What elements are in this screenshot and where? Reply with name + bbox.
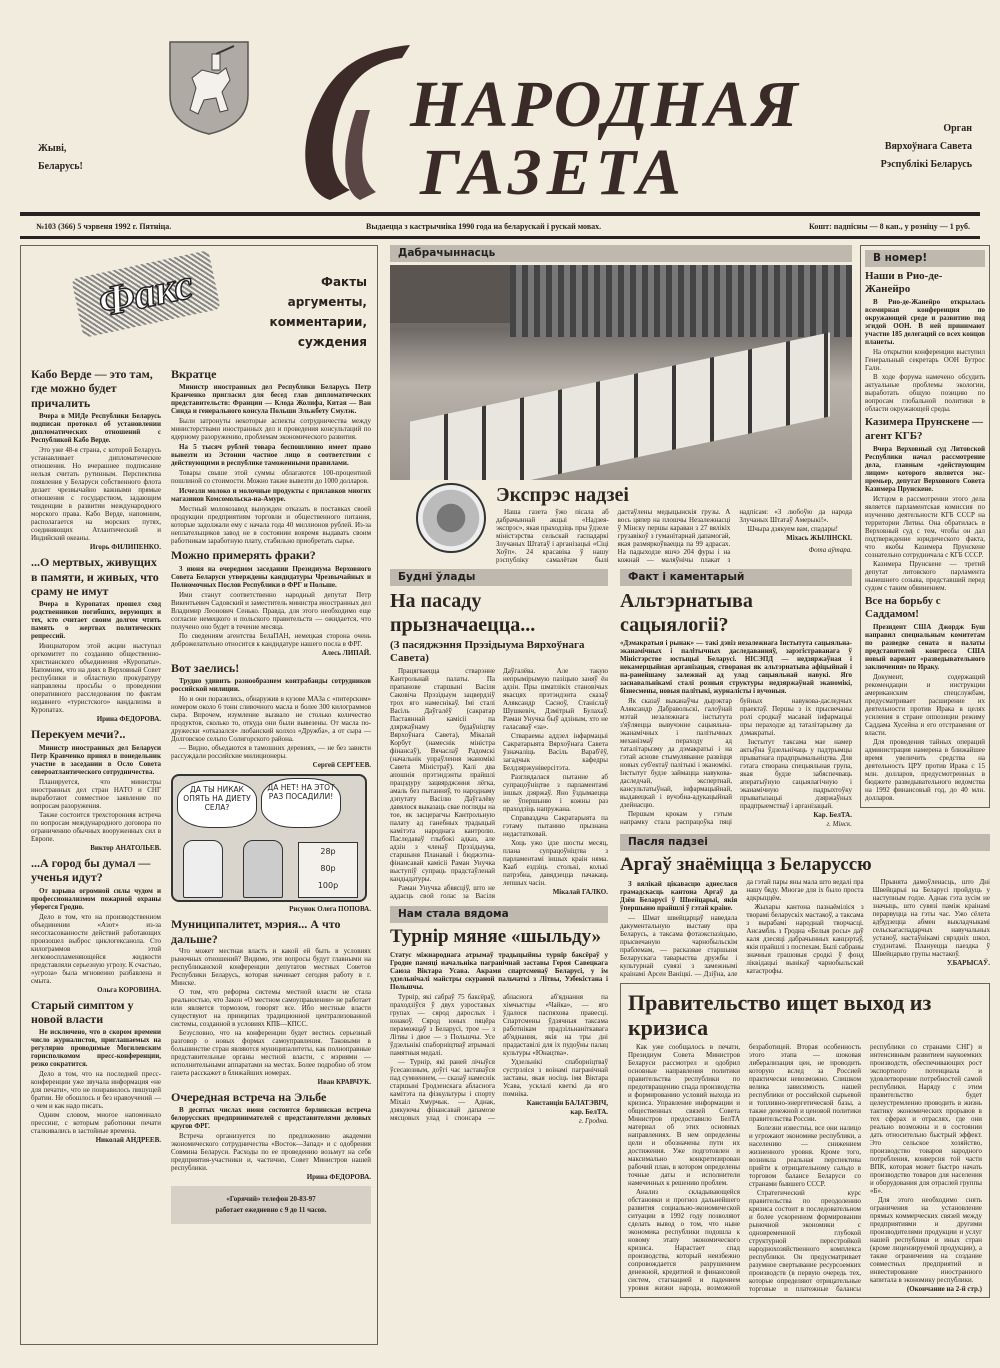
brief-text: Товары свыше этой суммы облагаются 100-процентной пошлиной со стоимости. Можно также вывезти до 1000 долларов. — [171, 469, 371, 486]
article-paragraph: Для проведения тайных операций администрация намерена в ближайшее время увеличить средства на деятельность ЦРУ против Ирака с 15 млн. долларов, предусмотренных в бюджете разведывательного ведомства на 1992 финансовый год, до 40 млн. долларов. — [865, 738, 985, 803]
sociology-lead: «Дэмакратыя і рынак» — такі дэвіз незалежнага Інстытута сацыяльна-эканамічных і палітычных даследаванняў, зарэгістраванага ў Міністэрстве юстыцыі Беларусі. НІСЭПД — недзяржаўная і некамерцыйная арганізацыя, створаная як альтэрнатыва афіцыйнай і па-ранейшаму залежнай ад улад сацыяльнай навукі. Яго заснавальнікамі сталі розныя структуры недзяржаўнай эканомікі, бізнесмены, новыя палітыкі, журналісты і вучоныя. — [620, 639, 852, 695]
article-paragraph: Казимера Прунскене — третий депутат литовского парламента нынешнего созыва, представший перед судом с таким обвинением. — [865, 559, 985, 592]
article-paragraph: Безусловно, что на конференции будет вестись серьезный разговор о новых формах самоуправления. Таковыми в большинстве стран являются муниципалитеты, как полноправные представительные органы местной власти, с мэриями — исполнительными аппаратами на местах. Более подробно об этом газета расскажет в ближайших номерах. — [171, 1028, 371, 1077]
article-lead: От взрыва огромной силы чудом и профессионализмом пожарной охраны уберегся Гродно. — [31, 886, 161, 911]
hotline-box: «Горячий» телефон 20-83-97 работает ежедневно с 9 до 11 часов. — [171, 1186, 371, 1224]
government-title: Правительство ищет выход из кризиса — [628, 989, 932, 1041]
power-kicker: Будні ўлады — [390, 569, 608, 586]
in-issue-section — [860, 245, 990, 808]
article-lead: Президент США Джордж Буш направил специальным комитетам по разведке сената и палаты представителей конгресса США новый вариант «разведывательного заключения» по Ираку. — [865, 623, 985, 672]
article-paragraph: Одним словом, многое напоминало прессинг, с которым работники печати сталкивались в застойные времена. — [31, 1111, 161, 1136]
main-grid — [390, 245, 990, 1298]
price-shelf: 28р 80р 100р — [298, 842, 358, 898]
article-title: ...А город бы думал — ученья идут? — [31, 855, 151, 885]
article-byline: Иван КРАВЧУК. — [317, 1077, 371, 1086]
article-title: Старый симптом у новой власти — [31, 997, 134, 1026]
article-paragraph: О том, что реформа системы местной власти не стала реальностью, что Закон «О местном самоуправлении» не работает или является тормозом, говорят все. Ибо местные власти существуют на принципах традиционной централизованной системы, созданной в условиях КПБ—КПСС. — [171, 987, 371, 1028]
cartoon-credit: Рисунок Олега ПОПОВА. — [289, 905, 371, 914]
article — [171, 917, 371, 1087]
article-paragraph: Дело в том, что на последней пресс-конференции уже звучала информация «не для печати», что не понравилось пишущей братии. Не обошлось и без нравоучений — о чем и как надо писать. — [31, 1070, 161, 1111]
article-lead: Трудно удивить разнообразием контрабанды сотрудников российской милиции. — [171, 677, 371, 694]
masthead-title-line2: ГАЗЕТА — [420, 136, 686, 209]
article-paragraph: Ими станут соответственно народный депутат Петр Викентьевич Садовский и заместитель министра иностранных дел Владимир Леонович Сенько. Правда, для этого необходимо еще согласие немецкого и польского правительств — ожидается, что получено оно будет в течение месяца. — [171, 590, 371, 631]
article-paragraph: Першым крокам у гэтым напрамку стала распрацоўка пяці буйных навукова-даследчых праектаў. Першы з іх прысвечаны ролі сродкаў масавай інфармацыі пры пераходзе ад таталітарызму да дэмакратыі. — [620, 697, 852, 826]
pahonia-coat-of-arms-icon — [168, 40, 250, 136]
article-paragraph: Но и они поразились, обнаружив в кузове МАЗа с «питерским» номером около 6 тонн сливочного масла и более 300 килограммов сыра. Впрочем, изумление вызвало не столько количество продуктов, сколько то, откуда они были вывезены. От масла по-дружески «отказался» любанский колхоз «Дружба», а от сыра — Долговское сельпо Солигорского района. — [171, 695, 371, 744]
article-title: Вкратце — [171, 367, 217, 381]
article-paragraph: Раман Унучка абвясціў, што не аддасць свой голас за Васіля Даўгалёва. Але такую непрымірымую пазіцыю заняў ён адзін. Пры шматлікіх становічых якасцях прэтэндэнта сказаў Аляксандр Сасноў, Станіслаў Шушкевіч, Дзмітрый Булахаў. Раман Унучка быў адзіным, хто не галасаваў «за». — [390, 667, 608, 901]
woman-figure — [183, 840, 223, 898]
article-title: Можно примерять фраки? — [171, 548, 316, 563]
article-paragraph: Встреча организуется по предложению академии экономического сотрудничества «Восток—Запад» и с одобрения Совмина Беларуси. Расходы по ее проведению возьмут на себя предприятия-участники и, частично, Совет Министров нашей республики. — [171, 1132, 371, 1173]
article-paragraph: Это уже 48-я страна, с которой Беларусь устанавливает дипломатические отношения. Но вчерашнее подписание нельзя считать рутинным. Перспектива появления у Беларуси собственного флота делает чрезвычайно важными прямые отношения с государством, задающим тенденции в развитии международного морского права. Кабо Верде, напомним, располагается на морских путях, соединяющих Атлантический и Индийский океаны. — [31, 446, 161, 543]
article-byline: Игорь ФИЛИПЕНКО. — [89, 543, 161, 552]
power-article — [390, 569, 608, 900]
article-paragraph: — Видно, объедаются в тамошних деревнях, — не без зависти рассуждали российские милиционеры. — [171, 744, 371, 761]
issue-number: №103 (366) 5 чэрвеня 1992 г. Пятніца. — [36, 222, 172, 231]
article-paragraph: Інстытут таксама мае намер актыўна ўдзельнічаць у падтрымцы прыватнага прадпрымальніцтва. Для гэтага створана спецыяльная група, якая будзе забяспечваць аператыўную сацыялагічную і эканамічную падрыхтоўку прыватызацыі дзяржаўных прадпрыемстваў і арганізацый. — [740, 738, 852, 810]
building — [390, 265, 510, 323]
brief-text: Были затронуты некоторые аспекты сотрудничества между министерствами иностранных дел и проведения консультаций по ядерному разоружению, проблемам экономического развития. — [171, 417, 371, 442]
article-lead: Не исключено, что в скором времени число журналистов, приглашаемых на регулярно проводимые Могилевским горисполкомом пресс-конференции, резко сократится. — [31, 1028, 161, 1069]
article-lead: Министр иностранных дел Беларуси Петр Кравченко принял в понедельник участие в заседании в Осло Совета североатлантического сотрудничества. — [31, 743, 161, 776]
fax-logo: Факс — [71, 250, 220, 338]
brief-lead: На 5 тысяч рублей товара беспошлинно имеет право вывезти из Эстонии частное лицо в соответствии с действующими в республике таможенными правилами. — [171, 443, 371, 468]
power-body — [390, 667, 608, 900]
cartoon-illustration: ДА ТЫ НИКАК ОПЯТЬ НА ДИЕТУ СЕЛА? ДА НЕТ! НА ЭТОТ РАЗ ПОСАДИЛИ! 28р 80р 100р — [171, 774, 367, 902]
article-byline: Сергей СЕРГЕЕВ. — [312, 761, 371, 770]
trucks-photo — [390, 265, 852, 480]
fax-tagline: Факты аргументы, комментарии, суждения — [269, 275, 367, 349]
sociology-title: Альтэрнатыва сацыялогіі? — [620, 590, 753, 636]
fax-lower-column — [171, 917, 371, 1182]
article-title: Перекуем мечи?.. — [31, 727, 126, 742]
article-byline: Мікалай ГАЛКО. — [552, 888, 608, 897]
article — [171, 548, 371, 657]
article — [865, 595, 985, 802]
article-paragraph: Працягваецца стварэнне Кантрольнай палаты. Па прапанове старшыні Васіля Саковіча Прэзідыум зацвердзіў трох яго намеснікаў. Імі сталі Васіль Даўгалёў (сакратар Пастаяннай камісіі па дзяржаўнаму будаўніцтву Вярхоўнага Савета), Мікалай Корбут (намеснік міністра фінансаў), Вячаслаў Радомскі (начальнік упраўлення эканомікі Савета Міністраў). Калі два апошнія прэтэндэнты прайшлі працэдуру зацвярджэння лёгка, амаль без пытанняў, то народнаму дэпутату Васілю Даўгалёву давялося выказаць свае погляды на тое, як засцерагчы Кантрольную палату ад ганебных традыцый камітэта народнага кантролю. Паследаваў глыбокі адказ, але адзін з членаў Прэзідыума, старшыня Планавай і бюджэтна-фінансавай камісіі Раман Унучка выступіў супраць прадстаўленай кандыдатуры. — [390, 667, 495, 884]
government-article: Правительство ищет выход из кризиса Как уже сообщалось в печати, Президиум Совета Министров Беларуси рассмотрел и одобрил основные направления политики правительства республики по предотвращению спада производства и формированию условий выхода из кризиса. Управление информации и общественных связей Совета Министров предоставило БелТА материал об этих основных направлениях. В нем определены цели и обозначены пути их достижения. Уже подготовлен и максимально конкретизирован рабочий план, в котором определены точные даты и исполнители намеченных к решению проблем. Анализ складывающейся обстановки и прогноз дальнейшего развития социально-экономической ситуации в 1992 году позволяют сделать вывод о том, что ныне экономика республики подошла к новому этапу экономического кризиса. Нарастает спад производства, который неизбежно сопровождается разрушением денежной, кредитной и финансовой систем, стагнацией и падением уровня жизни народа, возможной безработицей. Вторая особенность этого этапа — шоковая либерализация цен, не проводить которую вслед за Россией практически невозможно. Слишком велика зависимость нашей республики от российской сырьевой и топливно-энергетической базы, а также денежной и ценовой политики правительства России. Болезни известны, все они налицо и угрожают экономике республики, а населению — снижением жизненного уровня. Кроме того, возникла реальная перспектива прийти к отрицательному сальдо в торговом балансе Беларуси со странами бывшего СССР. Стратегический курс правительства по преодолению кризиса состоит в последовательном и более ускоренном формировании рыночной экономики с одновременной глубокой структурной перестройкой народнохозяйственного комплекса республики. Он предусматривает разумное свертывание ресурсоемких производств (в первую очередь тех, которые определяют отрицательные торговые и платежные балансы республики со странами СНГ) и интенсивным развитием наукоемких производств, обеспечивающих рост экспортного потенциала и удовлетворение потребностей самой республики. Наряду с этим правительство будет целеустремленно проводить в жизнь тактику экономических прорывов в тех сферах и отраслях, где они реально возможны и в состоянии дать относительно быстрый эффект. Это сельское хозяйство, производство товаров народного потребления, конверсия той части ВПК, которая может быстро начать производство товаров для населения и оборудования для отраслей группы «Б». Для этого необходимо снять ограничения на установление прямых коммерческих связей между предприятиями и другими производителями продукции и услуг нашей республики и иных стран (кроме лицензируемой продукции), а также ограничения на создание совместных предприятий и инвестирование иностранного капитала в экономику республики. (Окончание на 2-й стр.) — [620, 983, 990, 1299]
article-byline: Виктор АНАТОЛЬЕВ. — [90, 843, 161, 852]
charity-article: Экспрэс надзеі Наша газета ўжо пісала аб дабрачыннай акцыі «Надзея-экспрэс», якая праходзіць пры ўдзеле міністэрства сельскай гаспадаркі Злучаных Штатаў і арганізацыі «Сіці Хоўп». 24 красавіка ў нашу рэспубліку самалётам былі дастаўлены медыцынскія грузы. А вось цяпер на плошчы Незалежнасці ў Мінску першы караван з 27 вялікіх грузавікоў з гуманітарнай дапамогай, якая размяркоўваецца па 99 адрасах. На падыходзе яшчэ 204 фуры і на кожнай — маляўнічы плакат з надпісам: «З любоўю да народа Злучаных Штатаў Амерыкі!». Шчыра дзякуем вам, спадары! Міхась ЖЫЛІНСКІ. Фота аўтара. — [496, 484, 852, 564]
brief-text: Местный молокозавод вынужден отказать в поставках своей продукции предприятиям торговли и общественного питания, которые задолжали ему с начала года 40 миллионов рублей. Из-за неплательщиков завод не в состоянии вовремя выдавать своим работникам заработную плату, стабильно приобретать сырье. — [171, 505, 371, 546]
article — [31, 998, 161, 1146]
price: Кошт: падпісны — 8 кап., у розніцу — 1 руб. — [809, 222, 970, 231]
article-title: Казимера Прунскене — агент КГБ? — [865, 416, 983, 442]
tournament-kicker: Нам стала вядома — [390, 906, 608, 923]
article — [31, 555, 161, 724]
article-paragraph: В ходе форума намечено обсудить актуальные проблемы экологии, выработать общую позицию по вопросам глобальной политики в области окружающей среды. — [865, 373, 985, 414]
article — [31, 727, 161, 852]
building — [510, 265, 852, 337]
article-title: Муниципалитет, мэрия... А что дальше? — [171, 917, 341, 946]
article-title: ...О мертвых, живущих в памяти, и живых, что сраму не имут — [31, 555, 159, 598]
continued-link[interactable]: (Окончание на 2-й стр.) — [906, 1285, 982, 1294]
brief-lead: Министр иностранных дел Республики Беларусь Петр Кравченко пригласил для бесед глав дипломатических представительств: Франции — Клода Жолифа, Китая — Ван Синда и генерального консула Польши Эльжбету Смулэк. — [171, 383, 371, 416]
charity-section — [390, 245, 852, 564]
article-title: Очередная встреча на Эльбе — [171, 1089, 327, 1104]
publication-note: Выдаецца з кастрычніка 1990 года на беларускай і рускай мовах. — [366, 222, 602, 231]
article-title: Вот заелись! — [171, 660, 240, 675]
brief-lead: Исчезли молоко и молочные продукты с прилавков многих магазинов Комсомольска-на-Амуре. — [171, 487, 371, 504]
article-title: Все на борьбу с Саддамом! — [865, 594, 941, 620]
aargau-kicker: Пасля падзеі — [620, 834, 990, 851]
article-byline: Ольга КОРОВИНА. — [97, 985, 161, 994]
masthead-swash-logo — [290, 40, 420, 210]
article-paragraph: Ствараемы аддзел інфармацыі Сакратарыята Вярхоўнага Савета ўзначаліць Васіль Вараб'ёў, загадчык кафедры Белдзяржуніверсітэта. — [503, 732, 608, 773]
article-place: г. Мінск. — [826, 820, 852, 828]
article-paragraph: Инициатором этой акции выступал оргкомитет по созданию общественно-христианского объединения «Куропаты». Напомним, что на днях в Верховный Совет республики и областную прокуратуру направлены просьбы о проведении оперативного расследования по фактам недавнего «туристского» вандализма в Куропатах. — [31, 642, 161, 715]
article-byline: Николай АНДРЕЕВ. — [95, 1136, 161, 1145]
article-title: Наши в Рио-де-Жанейро — [865, 270, 943, 296]
locomotive-emblem-icon — [416, 483, 486, 553]
article-paragraph: Хоць ужо ідзе шосты месяц, плана супрацоўніцтва з парламентамі іншых краін няма. Кааб ездзіць столькі, колькі патрэбна, давядзецца пачакаць лепшых часін. — [503, 839, 608, 888]
article-paragraph: Истцом в рассмотрении этого дела является парламентская комиссия по изучению деятельности КГБ СССР на территории Литвы. Она обратилась в Верховный суд с тем, чтобы он дал подтверждение юридического факта, что якобы Казимера Прунскене сознательно сотрудничала с КГБ СССР. — [865, 494, 985, 559]
article-byline: Алесь ЛИПАЙ. — [321, 648, 371, 657]
motto: Жыві, Беларусь! — [38, 143, 83, 172]
article-paragraph: Что может местная власть и какой ей быть в условиях рыночных отношений? Видимо, эти вопросы будут главными на республиканской конференции депутатов местных Советов Республики Беларусь, которая начинает сегодня работу в г. Минске. — [171, 946, 371, 987]
article-byline: Ирина ФЕДОРОВА. — [306, 1173, 371, 1182]
aargau-title: Аргаў знаёміцца з Беларуссю — [620, 854, 872, 875]
article-paragraph: Также состоится трехсторонняя встреча по вопросам международного договора по ограничению обычных вооруженных сил в Европе. — [31, 810, 161, 843]
tournament-article: Нам стала вядома Турнір мяняе «шыльду» Статус міжнароднага атрымаў традыцыйны турнір баксёраў у Гродне памяці начальніка пагранічнай заставы Героя Савецкага Саюза Віктара Усава. Акрамя спартсменаў Беларусі, у ім удзельнічалі майстры скураной пальчаткі з Літвы, Узбекістана і Польшчы. Турнір, які сабраў 75 баксёраў, праходзіўся ў двух узроставых групах — сярод дарослых і юнакоў. Сярод юных пяцёра пераможцаў з Беларусі, трое — з Літвы і двое — з Польшчы. Усе ўдзельнікі спаборніцтваў атрымалі памятныя медалі. — Турнір, які раней лічыўся ўсесаюзным, доўгі час заставаўся пад сумненнем, — сказаў намеснік старшыні Гродзенскага абласнога камітэта па фізкультуры і спорту Міхаіл Хмурчык. — Аднак, дзякуючы фінансавай дапамозе мясцовых улад і спонсара — абласнога аб'яднання па хімчыстцы «Чайка», — яго ўдалося паспяхова правесці. Спартсмены ўдзячныя таксама работнікам прадзільнаніткавага аб'яднання, якія на тры дні прадаставілі для іх пудоўны палац культуры «Юнацтва». Удзельнікі спаборніцтваў сустрэліся з воінамі пагранічнай заставы, якая носіць імя Віктара Усава, усклалі кветкі да яго помніка. Канстанцін БАЛАТЭВІЧ, кар. БелТА. г. Гродна. — [390, 908, 608, 1126]
aargau-article: Пасля падзеі Аргаў знаёміцца з Беларуссю З вялікай цікавасцю аднеслася грамадскасць кантона Аргаў да Дзён Беларусі ў Швейцарыі, якія ўпершыню прайшлі ў гэтай краіне. — Шмат швейцарцаў наведала дакументальную выставу пра Беларусь, а таксама фотаэкспазіцыю, прысвечаную чарнобыльскім праблемам, — расказвае старшыня Беларускага таварыства дружбы і культурнай сувязі з замежнымі краінамі Арсен Ваніцкі. — Дзіўна, але да гэтай пары яны мала што ведалі пра нашу бяду. Многае для іх было проста адкрыццём. Жыхары кантона пазнаёміліся з творамі беларускіх мастакоў, а таксама з вырабамі народнай творчасці. Ансамбль з Гродна «Белыя росы» даў каля дзесяці дабрачынных канцэртаў, якія прайшлі з поспехам. Былі сабраны значныя грашовыя сродкі ў фонд ліквідацыі вынікаў чарнобыльскай катастрофы. Прынята дамоўленасць, што Дні Швейцарыі на Беларусі пройдуць у наступным годзе. Аднак гэта зусім не значыць, што сувязі паміж краінамі перарвуцца на гэты час. Ужо сёлета адбудзецца абмен выкладчыкамі сельскагаспадарчых навучальных устаноў, настаўнікамі сярэдніх школ, студэнтамі. Плануецца паездка ў Швейцарыю групы мастакоў. У.БАРЫСАЎ. — [620, 836, 990, 978]
in-issue-kicker: В номер! — [865, 250, 985, 267]
article — [171, 1090, 371, 1182]
article — [171, 661, 371, 770]
article-paragraph: Дело в том, что на производственном объединении «Азот» из-за несогласованности действий работающих произошел выброс циклогексанола. Сто килограммов этой легковоспламеняющейся жидкости представляли серьезную угрозу. К счастью, «угроза» была мгновенно разбавлена и смыта. — [31, 912, 161, 985]
article-lead: Вчера в МИДе Республики Беларусь подписан протокол об установлении дипломатических отношений с Республикой Кабо Верде. — [31, 412, 161, 445]
article-lead: Вчера Верховный суд Литовской Республики начал рассмотрение дела, главным «действующим лицом» которого является экс-премьер, депутат Верховного Совета Казимера Прунскене. — [865, 444, 985, 493]
power-title: На пасаду прызначаецца... — [390, 590, 536, 636]
article-paragraph: Документ, содержащий рекомендации и инструкции американским спецслужбам, предусматривает расширение их деятельности против Ирака в целях усиления в стране оппозиции режиму Саддама Хусейна и его отстранения от власти. — [865, 673, 985, 738]
article-lead: 3 июня на очередном заседании Президиума Верховного Совета Беларуси утверждены кандидатуры Чрезвычайных и Полномочных Послов Республики в ФРГ и Польше. — [171, 564, 371, 589]
article — [865, 416, 985, 591]
organ-label: Орган Вярхоўнага Савета Рэспублікі Беларусь — [880, 123, 972, 170]
article — [865, 270, 985, 413]
man-figure — [243, 840, 283, 898]
sociology-kicker: Факт і каментарый — [620, 569, 852, 586]
charity-title: Экспрэс надзеі — [496, 484, 629, 506]
tournament-title: Турнір мяняе «шыльду» — [390, 926, 602, 948]
article-lead: В Рио-де-Жанейро открылась всемирная конференция по окружающей среде и развитию под эгидой ООН. В ней принимают участие 185 делегаций со всех концов планеты. — [865, 298, 985, 347]
article-paragraph: Разглядалася пытанне аб супрацоўніцтве з парламентамі іншых дзяржаў. Яно ўздымаецца не ўпершыню і кожны раз праходзіць напружана. — [503, 773, 608, 814]
charity-kicker: Дабрачыннасць — [390, 245, 852, 262]
article-paragraph: На открытии конференции выступил Генеральный секретарь ООН Бутрос Гали. — [865, 348, 985, 373]
left-stack — [390, 569, 608, 1126]
fax-right-column — [171, 364, 371, 1224]
sociology-article — [620, 569, 852, 829]
power-subtitle: (З пасяджэння Прэзідыума Вярхоўнага Савета) — [390, 639, 585, 665]
article-paragraph: По сведениям агентства БелаПАН, немецкая сторона очень доброжелательно относится к кандидатуре нашего посла в ФРГ. — [171, 631, 371, 648]
article — [31, 856, 161, 995]
article-title: Кабо Верде — это там, где можно будет причалить — [31, 367, 153, 410]
article — [31, 367, 161, 552]
article-byline: Ирина ФЕДОРОВА. — [96, 715, 161, 724]
article-lead: В десятых числах июня состоится берлинская встреча белорусских предпринимателей с представителями деловых кругов ФРГ. — [171, 1106, 371, 1131]
fax-left-column — [31, 364, 161, 1148]
sociology-body — [620, 697, 852, 829]
article-paragraph: Планируется, что министры иностранных дел стран НАТО и СНГ выработают совместное заявление по вопросам разоружения. — [31, 777, 161, 810]
article-paragraph: Справаздача Сакратарыята па гэтаму пытанню прызнана недастатковай. — [503, 814, 608, 839]
article-lead: Вчера в Куропатах прошел сход родственников погибших, верующих и тех, кто считает своим долгом чтить память о жертвах политических репрессий. — [31, 600, 161, 641]
truck-convoy — [410, 332, 830, 480]
fax-section — [20, 245, 378, 1345]
article-byline: Кар. БелТА. — [813, 811, 852, 819]
article-paragraph: Як сказаў выканаўчы дырэктар Аляксандр Дабравольскі, галоўнай мэтай незалежнага інстытута з'яўляецца вывучэнне сацыяльна-эканамічных і палітычных механізмаў пераходу ад таталітарызму да дэмакратыі і на гэтай аснове стымуляванне развіцця новых суб'ектаў палітыкі і эканомікі. Інстытут будзе займацца навукова-даследчай, экспертнай, кансультатыўнай, інфармацыйнай, выдавецкай і вучэбна-адукацыйнай дзейнасцю. — [620, 697, 732, 809]
brief-news — [171, 367, 371, 545]
masthead-title-line1: НАРОДНАЯ — [410, 68, 801, 141]
